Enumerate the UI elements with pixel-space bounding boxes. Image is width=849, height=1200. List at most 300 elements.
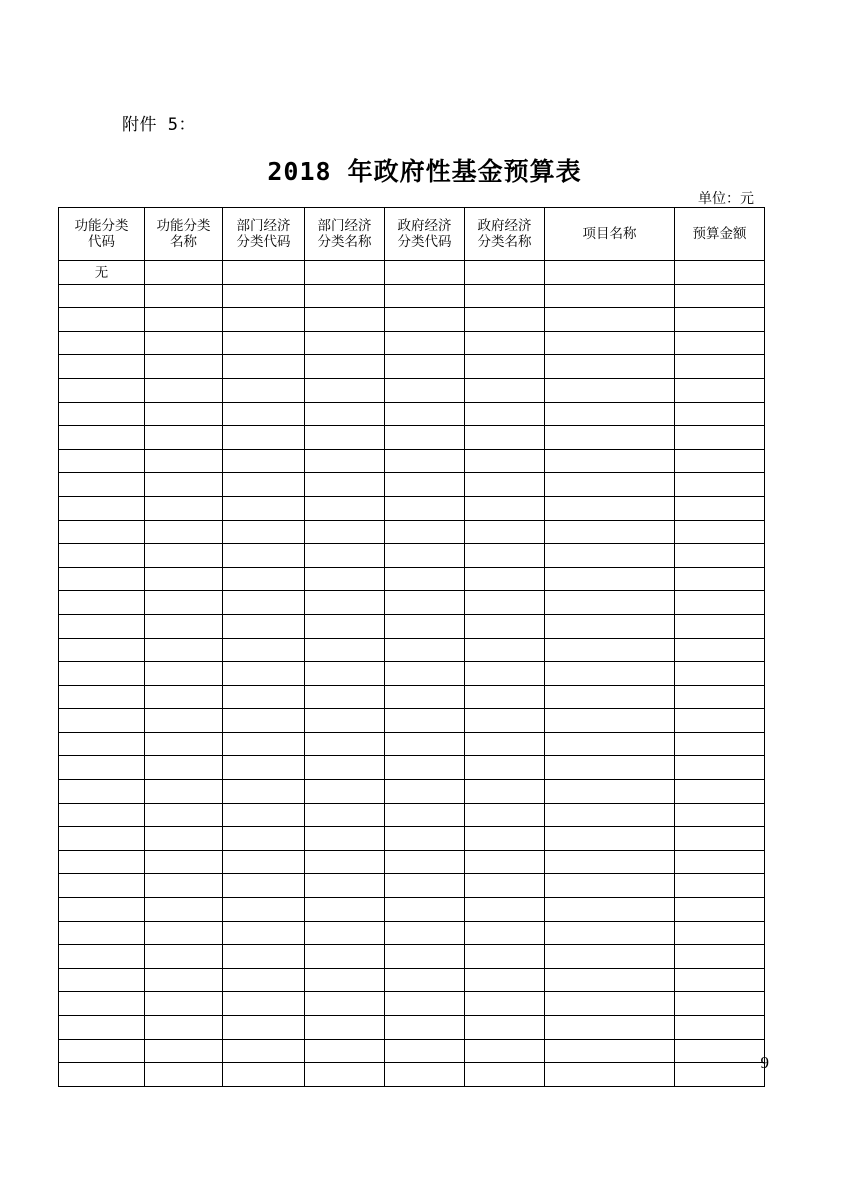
table-cell[interactable]: [545, 614, 675, 638]
table-cell[interactable]: [305, 827, 385, 851]
table-cell[interactable]: [385, 261, 465, 285]
table-cell[interactable]: [145, 709, 223, 733]
table-cell[interactable]: [305, 520, 385, 544]
table-cell[interactable]: [145, 308, 223, 332]
table-cell[interactable]: [675, 614, 765, 638]
table-cell[interactable]: [545, 496, 675, 520]
table-cell[interactable]: [675, 261, 765, 285]
table-cell[interactable]: [465, 544, 545, 568]
table-cell[interactable]: [385, 567, 465, 591]
table-cell[interactable]: [465, 614, 545, 638]
table-cell[interactable]: [223, 567, 305, 591]
table-cell[interactable]: [223, 402, 305, 426]
table-cell[interactable]: [223, 308, 305, 332]
table-cell[interactable]: [545, 732, 675, 756]
table-cell[interactable]: [675, 756, 765, 780]
table-cell[interactable]: [59, 780, 145, 804]
table-cell[interactable]: [305, 284, 385, 308]
table-cell[interactable]: [145, 261, 223, 285]
table-row: [59, 426, 765, 450]
table-cell[interactable]: [465, 709, 545, 733]
table-cell[interactable]: [305, 921, 385, 945]
table-cell[interactable]: [59, 449, 145, 473]
table-cell[interactable]: [545, 685, 675, 709]
table-cell[interactable]: [223, 331, 305, 355]
table-cell[interactable]: [465, 378, 545, 402]
table-cell[interactable]: [545, 449, 675, 473]
table-cell[interactable]: [545, 308, 675, 332]
table-cell[interactable]: [545, 874, 675, 898]
table-row: [59, 992, 765, 1016]
table-cell[interactable]: [305, 496, 385, 520]
table-cell[interactable]: [385, 780, 465, 804]
table-cell[interactable]: [545, 591, 675, 615]
table-cell[interactable]: [59, 355, 145, 379]
table-cell[interactable]: [223, 261, 305, 285]
table-cell[interactable]: [59, 496, 145, 520]
table-cell[interactable]: [385, 827, 465, 851]
table-cell[interactable]: [675, 378, 765, 402]
table-cell[interactable]: [465, 355, 545, 379]
table-cell[interactable]: [675, 992, 765, 1016]
table-cell[interactable]: [145, 898, 223, 922]
table-cell[interactable]: [465, 331, 545, 355]
table-cell[interactable]: [305, 355, 385, 379]
table-cell[interactable]: [305, 261, 385, 285]
table-row: [59, 308, 765, 332]
table-cell[interactable]: [675, 426, 765, 450]
table-cell[interactable]: [465, 685, 545, 709]
table-cell[interactable]: [385, 591, 465, 615]
table-cell[interactable]: [305, 331, 385, 355]
table-cell[interactable]: [385, 638, 465, 662]
table-cell[interactable]: [385, 756, 465, 780]
table-cell[interactable]: [675, 898, 765, 922]
table-cell[interactable]: [59, 614, 145, 638]
table-cell[interactable]: [465, 449, 545, 473]
table-cell[interactable]: [223, 1016, 305, 1040]
table-cell[interactable]: [223, 756, 305, 780]
table-cell[interactable]: [465, 591, 545, 615]
table-cell[interactable]: [545, 331, 675, 355]
table-cell[interactable]: [465, 803, 545, 827]
table-cell[interactable]: [145, 449, 223, 473]
table-cell[interactable]: [545, 709, 675, 733]
table-cell[interactable]: [545, 898, 675, 922]
table-cell[interactable]: [59, 803, 145, 827]
table-cell[interactable]: [545, 803, 675, 827]
table-cell[interactable]: [675, 544, 765, 568]
table-cell[interactable]: [675, 1039, 765, 1063]
table-cell[interactable]: [145, 355, 223, 379]
table-cell[interactable]: [59, 520, 145, 544]
table-cell[interactable]: [465, 874, 545, 898]
table-cell[interactable]: [305, 780, 385, 804]
table-cell[interactable]: [145, 662, 223, 686]
table-cell[interactable]: [59, 898, 145, 922]
table-cell[interactable]: [145, 968, 223, 992]
table-cell[interactable]: [305, 803, 385, 827]
table-cell[interactable]: [545, 756, 675, 780]
table-cell[interactable]: [385, 732, 465, 756]
table-cell[interactable]: [305, 709, 385, 733]
table-cell[interactable]: [465, 638, 545, 662]
table-cell[interactable]: [59, 709, 145, 733]
table-cell[interactable]: [223, 614, 305, 638]
table-cell[interactable]: [305, 945, 385, 969]
table-cell[interactable]: [59, 874, 145, 898]
table-cell[interactable]: [545, 1039, 675, 1063]
table-cell[interactable]: [385, 992, 465, 1016]
table-row: [59, 331, 765, 355]
table-cell[interactable]: [465, 261, 545, 285]
table-cell[interactable]: [59, 284, 145, 308]
table-cell[interactable]: [145, 1039, 223, 1063]
table-cell[interactable]: 无: [59, 261, 145, 285]
table-cell[interactable]: [59, 378, 145, 402]
table-cell[interactable]: [385, 921, 465, 945]
table-cell[interactable]: [675, 284, 765, 308]
table-cell[interactable]: [545, 378, 675, 402]
table-cell[interactable]: [59, 473, 145, 497]
table-cell[interactable]: [545, 1063, 675, 1087]
table-cell[interactable]: [675, 496, 765, 520]
table-cell[interactable]: [145, 284, 223, 308]
table-cell[interactable]: [545, 1016, 675, 1040]
table-cell[interactable]: [545, 992, 675, 1016]
table-cell[interactable]: [305, 614, 385, 638]
table-cell[interactable]: [385, 1016, 465, 1040]
table-cell[interactable]: [59, 544, 145, 568]
table-cell[interactable]: [385, 968, 465, 992]
table-cell[interactable]: [145, 591, 223, 615]
table-cell[interactable]: [385, 520, 465, 544]
table-cell[interactable]: [223, 709, 305, 733]
table-cell[interactable]: [385, 402, 465, 426]
table-cell[interactable]: [223, 921, 305, 945]
page-title: 2018 年政府性基金预算表: [267, 157, 582, 186]
table-cell[interactable]: [145, 874, 223, 898]
table-cell[interactable]: [385, 308, 465, 332]
table-cell[interactable]: [305, 426, 385, 450]
table-cell[interactable]: [465, 426, 545, 450]
table-cell[interactable]: [545, 638, 675, 662]
table-cell[interactable]: [465, 898, 545, 922]
table-cell[interactable]: [545, 284, 675, 308]
table-cell[interactable]: [59, 567, 145, 591]
table-cell[interactable]: [59, 945, 145, 969]
table-cell[interactable]: [145, 1016, 223, 1040]
table-row: [59, 850, 765, 874]
table-cell[interactable]: [675, 850, 765, 874]
table-cell[interactable]: [145, 614, 223, 638]
table-cell[interactable]: [675, 1063, 765, 1087]
table-cell[interactable]: [385, 544, 465, 568]
table-cell[interactable]: [59, 968, 145, 992]
table-cell[interactable]: [675, 874, 765, 898]
table-cell[interactable]: [145, 827, 223, 851]
table-cell[interactable]: [223, 803, 305, 827]
table-cell[interactable]: [223, 473, 305, 497]
table-cell[interactable]: [675, 520, 765, 544]
table-cell[interactable]: [59, 331, 145, 355]
table-cell[interactable]: [675, 1016, 765, 1040]
table-cell[interactable]: [465, 732, 545, 756]
table-cell[interactable]: [59, 638, 145, 662]
table-cell[interactable]: [145, 378, 223, 402]
table-cell[interactable]: [223, 355, 305, 379]
table-cell[interactable]: [675, 638, 765, 662]
table-cell[interactable]: [59, 308, 145, 332]
table-cell[interactable]: [385, 426, 465, 450]
table-cell[interactable]: [223, 945, 305, 969]
table-cell[interactable]: [223, 449, 305, 473]
table-cell[interactable]: [465, 756, 545, 780]
table-cell[interactable]: [145, 331, 223, 355]
table-cell[interactable]: [145, 850, 223, 874]
column-header-line2: 分类名称: [317, 234, 372, 249]
table-cell[interactable]: [223, 520, 305, 544]
table-cell[interactable]: [145, 756, 223, 780]
table-cell[interactable]: [675, 968, 765, 992]
table-row: [59, 780, 765, 804]
table-cell[interactable]: [145, 638, 223, 662]
table-cell[interactable]: [223, 992, 305, 1016]
table-cell[interactable]: [305, 968, 385, 992]
page-number: 9: [760, 1053, 769, 1072]
table-cell[interactable]: [465, 473, 545, 497]
table-cell[interactable]: [385, 614, 465, 638]
table-cell[interactable]: [305, 756, 385, 780]
table-cell[interactable]: [675, 473, 765, 497]
table-cell[interactable]: [223, 685, 305, 709]
table-cell[interactable]: [145, 496, 223, 520]
table-cell[interactable]: [305, 308, 385, 332]
table-cell[interactable]: [59, 992, 145, 1016]
table-cell[interactable]: [545, 567, 675, 591]
table-cell[interactable]: [675, 355, 765, 379]
table-cell[interactable]: [59, 921, 145, 945]
column-header-dept-econ-code: [223, 208, 305, 261]
column-header-line2: 分类名称: [477, 234, 532, 249]
table-cell[interactable]: [223, 638, 305, 662]
table-cell[interactable]: [675, 402, 765, 426]
table-cell[interactable]: [675, 331, 765, 355]
table-cell[interactable]: [675, 662, 765, 686]
table-cell[interactable]: [465, 662, 545, 686]
table-row: [59, 1063, 765, 1087]
table-cell[interactable]: [465, 1039, 545, 1063]
table-cell[interactable]: [385, 945, 465, 969]
table-cell[interactable]: [465, 1016, 545, 1040]
table-cell[interactable]: [675, 732, 765, 756]
table-cell[interactable]: [465, 1063, 545, 1087]
table-cell[interactable]: [223, 544, 305, 568]
table-cell[interactable]: [385, 898, 465, 922]
table-cell[interactable]: [59, 850, 145, 874]
table-cell[interactable]: [59, 1039, 145, 1063]
table-cell[interactable]: [385, 1063, 465, 1087]
table-cell[interactable]: [675, 827, 765, 851]
table-cell[interactable]: [465, 945, 545, 969]
table-cell[interactable]: [305, 874, 385, 898]
table-cell[interactable]: [59, 685, 145, 709]
table-cell[interactable]: [385, 331, 465, 355]
table-cell[interactable]: [545, 402, 675, 426]
table-cell[interactable]: [145, 780, 223, 804]
table-cell[interactable]: [675, 803, 765, 827]
table-cell[interactable]: [385, 850, 465, 874]
table-row: [59, 756, 765, 780]
table-cell[interactable]: [465, 496, 545, 520]
table-cell[interactable]: [385, 496, 465, 520]
table-cell[interactable]: [59, 402, 145, 426]
table-cell[interactable]: [305, 378, 385, 402]
attachment-label: 附件 5：: [122, 115, 196, 135]
table-cell[interactable]: [223, 732, 305, 756]
table-cell[interactable]: [385, 284, 465, 308]
table-cell[interactable]: [145, 732, 223, 756]
table-cell[interactable]: [465, 992, 545, 1016]
table-cell[interactable]: [675, 591, 765, 615]
table-cell[interactable]: [145, 544, 223, 568]
table-cell[interactable]: [223, 1063, 305, 1087]
table-cell[interactable]: [223, 591, 305, 615]
table-cell[interactable]: [545, 355, 675, 379]
table-cell[interactable]: [385, 709, 465, 733]
table-cell[interactable]: [545, 850, 675, 874]
table-cell[interactable]: [223, 284, 305, 308]
table-cell[interactable]: [305, 850, 385, 874]
table-cell[interactable]: [59, 1016, 145, 1040]
table-cell[interactable]: [545, 520, 675, 544]
table-row: [59, 614, 765, 638]
table-cell[interactable]: [385, 1039, 465, 1063]
table-cell[interactable]: [223, 780, 305, 804]
table-cell[interactable]: [465, 284, 545, 308]
table-cell[interactable]: [385, 874, 465, 898]
table-cell[interactable]: [465, 850, 545, 874]
table-cell[interactable]: [305, 732, 385, 756]
table-cell[interactable]: [305, 685, 385, 709]
table-cell[interactable]: [385, 449, 465, 473]
table-cell[interactable]: [545, 945, 675, 969]
table-cell[interactable]: [545, 473, 675, 497]
table-cell[interactable]: [145, 921, 223, 945]
table-cell[interactable]: [465, 520, 545, 544]
table-cell[interactable]: [305, 1039, 385, 1063]
table-cell[interactable]: [675, 709, 765, 733]
table-cell[interactable]: [385, 685, 465, 709]
table-cell[interactable]: [385, 803, 465, 827]
table-cell[interactable]: [223, 898, 305, 922]
table-cell[interactable]: [145, 685, 223, 709]
table-cell[interactable]: [305, 449, 385, 473]
table-cell[interactable]: [59, 426, 145, 450]
table-cell[interactable]: [59, 1063, 145, 1087]
table-cell[interactable]: [465, 827, 545, 851]
table-cell[interactable]: [545, 780, 675, 804]
table-cell[interactable]: [545, 662, 675, 686]
table-cell[interactable]: [305, 992, 385, 1016]
table-cell[interactable]: [145, 992, 223, 1016]
table-cell[interactable]: [465, 308, 545, 332]
column-header-line1: 预算金额: [692, 226, 747, 242]
table-cell[interactable]: [305, 402, 385, 426]
table-cell[interactable]: [305, 473, 385, 497]
table-cell[interactable]: [145, 567, 223, 591]
table-cell[interactable]: [223, 874, 305, 898]
table-cell[interactable]: [465, 402, 545, 426]
table-cell[interactable]: [305, 638, 385, 662]
table-cell[interactable]: [675, 780, 765, 804]
table-cell[interactable]: [305, 567, 385, 591]
table-cell[interactable]: [305, 1016, 385, 1040]
table-cell[interactable]: [465, 567, 545, 591]
table-cell[interactable]: [385, 378, 465, 402]
table-cell[interactable]: [675, 308, 765, 332]
table-cell[interactable]: [145, 402, 223, 426]
table-cell[interactable]: [223, 496, 305, 520]
table-cell[interactable]: [675, 945, 765, 969]
table-cell[interactable]: [145, 520, 223, 544]
table-cell[interactable]: [223, 850, 305, 874]
table-cell[interactable]: [223, 426, 305, 450]
table-cell[interactable]: [145, 473, 223, 497]
table-cell[interactable]: [305, 591, 385, 615]
table-cell[interactable]: [545, 544, 675, 568]
table-cell[interactable]: [223, 968, 305, 992]
table-cell[interactable]: [223, 827, 305, 851]
table-cell[interactable]: [675, 921, 765, 945]
table-cell[interactable]: [223, 378, 305, 402]
table-cell[interactable]: [465, 780, 545, 804]
table-cell[interactable]: [675, 449, 765, 473]
table-cell[interactable]: [385, 355, 465, 379]
table-body: [59, 261, 765, 1087]
table-cell[interactable]: [545, 426, 675, 450]
table-cell[interactable]: [305, 1063, 385, 1087]
table-cell[interactable]: [465, 968, 545, 992]
table-cell[interactable]: [145, 945, 223, 969]
table-cell[interactable]: [223, 1039, 305, 1063]
table-cell[interactable]: [545, 968, 675, 992]
table-cell[interactable]: [545, 827, 675, 851]
table-cell[interactable]: [385, 473, 465, 497]
table-cell[interactable]: [145, 1063, 223, 1087]
table-header: [59, 208, 765, 261]
table-cell[interactable]: [305, 898, 385, 922]
table-cell[interactable]: [305, 544, 385, 568]
table-cell[interactable]: [675, 567, 765, 591]
table-cell[interactable]: [223, 662, 305, 686]
table-cell[interactable]: [59, 756, 145, 780]
table-cell[interactable]: [385, 662, 465, 686]
table-cell[interactable]: [305, 662, 385, 686]
table-row: [59, 402, 765, 426]
table-cell[interactable]: [145, 426, 223, 450]
table-cell[interactable]: [545, 921, 675, 945]
table-cell[interactable]: [59, 662, 145, 686]
table-cell[interactable]: [59, 827, 145, 851]
column-header-line2: 名称: [170, 234, 197, 249]
table-cell[interactable]: [675, 685, 765, 709]
table-cell[interactable]: [145, 803, 223, 827]
table-cell[interactable]: [59, 732, 145, 756]
table-cell[interactable]: [59, 591, 145, 615]
table-cell[interactable]: [465, 921, 545, 945]
table-cell[interactable]: [545, 261, 675, 285]
